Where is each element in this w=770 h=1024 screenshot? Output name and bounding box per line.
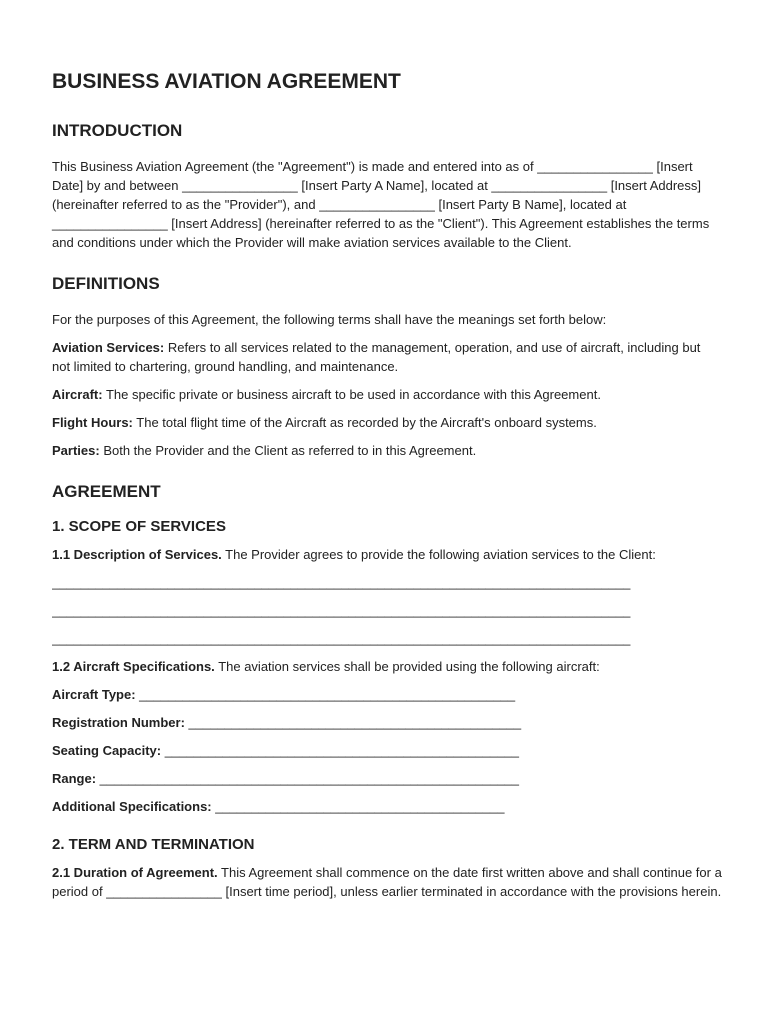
field-label: Aircraft Type: xyxy=(52,687,136,702)
definition-term: Parties: xyxy=(52,443,100,458)
definition-term: Aircraft: xyxy=(52,387,103,402)
range-field xyxy=(52,769,722,788)
document-title: BUSINESS AVIATION AGREEMENT xyxy=(52,70,401,93)
introduction-text: This Business Aviation Agreement (the "Agreement") is made and entered into as of ________________ [Insert Date] by and between ________________ [Insert Party A Name], located at ________________ [Insert Address] (hereinafter referred to as the "Provider"), and ________________ [Insert Party B Name], located at ________________ [Insert Address] (hereinafter referred to as the "Client"). This Agreement establishes the terms and conditions under which the Provider will make aviation services available to the Client. xyxy=(52,159,710,250)
field-label: Registration Number: xyxy=(52,715,185,730)
agreement-section xyxy=(52,482,722,901)
duration-term: 2.1 Duration of Agreement. xyxy=(52,865,218,880)
definition-text: The total flight time of the Aircraft as recorded by the Aircraft's onboard systems. xyxy=(132,415,597,430)
definition-item xyxy=(52,413,722,432)
field-label: Seating Capacity: xyxy=(52,743,162,758)
field-blank: ____________________________________________________ xyxy=(135,687,516,702)
definition-text: The specific private or business aircraft to be used in accordance with this Agreement. xyxy=(102,387,601,402)
field-label: Additional Specifications: xyxy=(52,799,212,814)
blank-line: ________________________________________________________________________________ xyxy=(52,631,631,646)
field-blank: ______________________________________________ xyxy=(184,715,522,730)
definitions-heading: DEFINITIONS xyxy=(52,274,160,293)
aircraft-type-field xyxy=(52,685,722,704)
document-body xyxy=(52,70,722,910)
definition-item xyxy=(52,385,722,404)
field-blank: _________________________________________________ xyxy=(161,743,519,758)
scope-heading: 1. SCOPE OF SERVICES xyxy=(52,518,226,535)
field-label: Range: xyxy=(52,771,97,786)
seating-capacity-field xyxy=(52,741,722,760)
duration-text: This Agreement shall commence on the date first written above and shall continue for a period of ________________ [Insert time period], unless earlier terminated in accordance with the provisions herein. xyxy=(52,865,722,899)
definitions-intro: For the purposes of this Agreement, the following terms shall have the meanings set forth below: xyxy=(52,312,607,327)
field-blank: ________________________________________ xyxy=(211,799,505,814)
duration-of-agreement xyxy=(52,863,722,901)
scope-description xyxy=(52,545,722,564)
agreement-heading: AGREEMENT xyxy=(52,482,161,501)
definition-term: Aviation Services: xyxy=(52,340,165,355)
definition-text: Refers to all services related to the management, operation, and use of aircraft, including but not limited to chartering, ground handling, and maintenance. xyxy=(52,340,701,374)
definition-item xyxy=(52,441,722,460)
additional-specifications-field xyxy=(52,797,722,816)
blank-line: ________________________________________________________________________________ xyxy=(52,603,631,618)
specs-term: 1.2 Aircraft Specifications. xyxy=(52,659,215,674)
definitions-section xyxy=(52,274,722,460)
definition-text: Both the Provider and the Client as referred to in this Agreement. xyxy=(99,443,477,458)
blank-line: ________________________________________________________________________________ xyxy=(52,575,631,590)
definition-item xyxy=(52,338,722,376)
specs-text: The aviation services shall be provided using the following aircraft: xyxy=(214,659,600,674)
introduction-heading: INTRODUCTION xyxy=(52,121,183,140)
scope-description-text: The Provider agrees to provide the following aviation services to the Client: xyxy=(221,547,656,562)
term-heading: 2. TERM AND TERMINATION xyxy=(52,836,255,853)
aircraft-specifications xyxy=(52,657,722,676)
field-blank: __________________________________________________________ xyxy=(96,771,520,786)
registration-number-field xyxy=(52,713,722,732)
scope-description-term: 1.1 Description of Services. xyxy=(52,547,222,562)
definition-term: Flight Hours: xyxy=(52,415,133,430)
